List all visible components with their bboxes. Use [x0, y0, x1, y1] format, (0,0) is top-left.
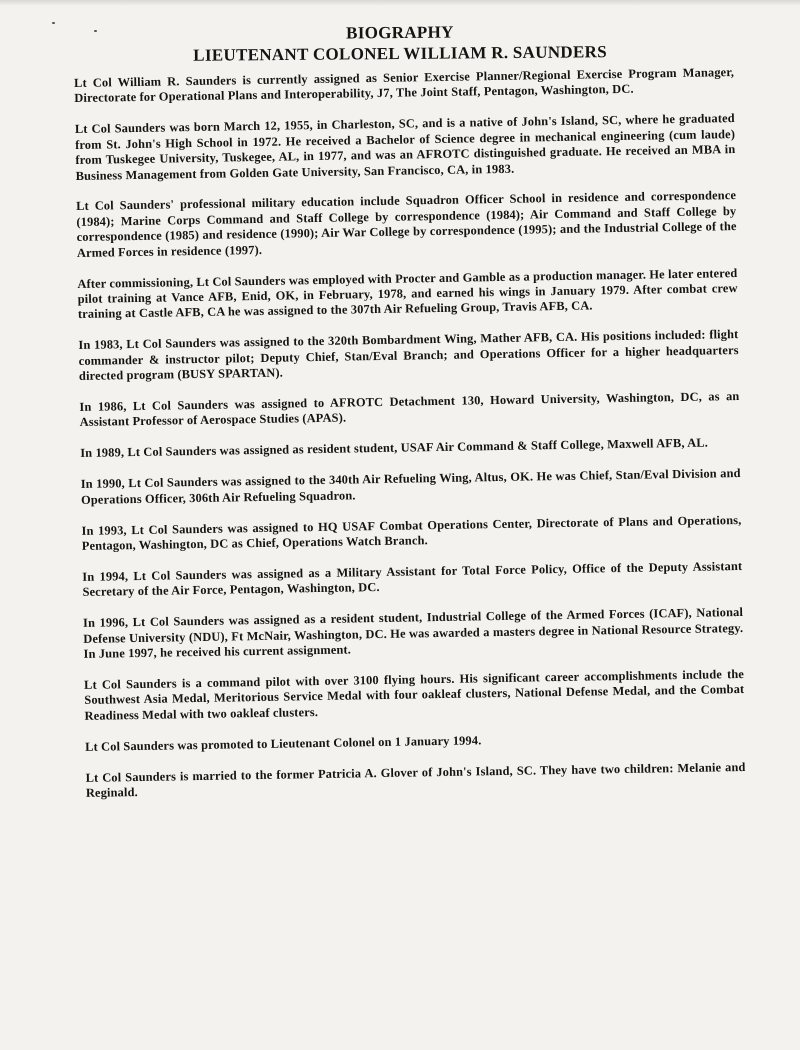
- paragraph-commissioning: After commissioning, Lt Col Saunders was employed with Procter and Gamble as a production manager. He later entered pilot training at Vance AFB, Enid, OK, in February, 1978, and earned his wings in January 1979. After combat crew training at Castle AFB, CA he was assigned to the 307th Air Refueling Group, Travis AFB, CA.: [77, 265, 738, 322]
- paragraph-accomplishments: Lt Col Saunders is a command pilot with over 3100 flying hours. His significant career accomplishments include the Southwest Asia Medal, Meritorious Service Medal with four oakleaf clusters, National Defense Medal, and the Combat Readiness Medal with two oakleaf clusters.: [83, 666, 745, 723]
- paragraph-1983: In 1983, Lt Col Saunders was assigned to the 320th Bombardment Wing, Mather AFB, CA. His positions included: flight commander & instructor pilot; Deputy Chief, Stan/Eval Branch; and Operations Officer for a higher headquarters directed program (BUSY SPARTAN).: [78, 327, 739, 384]
- paragraph-current-assignment: Lt Col William R. Saunders is currently assigned as Senior Exercise Planner/Regional Exercise Program Manager, Directorate for Operational Plans and Interoperability, J7, The Joint Staff, Pentagon, Washington, DC.: [74, 65, 735, 106]
- document-title: BIOGRAPHY: [346, 22, 454, 43]
- paragraph-military-education: Lt Col Saunders' professional military education include Squadron Officer School in residence and correspondence (1984); Marine Corps Command and Staff College by correspondence (1984); Air Command and Staff College by correspondence (1985) and residence (1990); Air War College by correspondence (1995); and the Industrial College of the Armed Forces in residence (1997).: [76, 188, 737, 260]
- document-subtitle: LIEUTENANT COLONEL WILLIAM R. SAUNDERS: [193, 42, 608, 65]
- paragraph-1996: In 1996, Lt Col Saunders was assigned as a resident student, Industrial College of the Armed Forces (ICAF), National Defense University (NDU), Ft McNair, Washington, DC. He was awarded a masters degree in National Resource Strategy. In June 1997, he received his current assignment.: [82, 605, 744, 661]
- paragraph-1993: In 1993, Lt Col Saunders was assigned to HQ USAF Combat Operations Center, Directorate of Plans and Operations, Pentagon, Washington, DC as Chief, Operations Watch Branch.: [81, 512, 742, 553]
- scan-top-edge: [0, 0, 800, 6]
- paragraph-1990: In 1990, Lt Col Saunders was assigned to the 340th Air Refueling Wing, Altus, OK. He was Chief, Stan/Eval Division and Operations Officer, 306th Air Refueling Squadron.: [80, 466, 741, 507]
- paragraph-1994: In 1994, Lt Col Saunders was assigned as a Military Assistant for Total Force Policy, Office of the Deputy Assistant Secretary of the Air Force, Pentagon, Washington, DC.: [82, 558, 743, 600]
- paragraph-education: Lt Col Saunders was born March 12, 1955, in Charleston, SC, and is a native of John's Island, SC, where he graduated from St. John's High School in 1972. He received a Bachelor of Science degree in mechanical engineering (cum laude) from Tuskegee University, Tuskegee, AL, in 1977, and was an AFROTC distinguished graduate. He received an MBA in Business Management from Golden Gate University, San Francisco, CA, in 1983.: [74, 111, 736, 183]
- paragraph-family: Lt Col Saunders is married to the former Patricia A. Glover of John's Island, SC. They have two children: Melanie and Reginald.: [85, 759, 746, 800]
- scan-speck: [52, 22, 55, 24]
- paragraph-promotion: Lt Col Saunders was promoted to Lieutenant Colonel on 1 January 1994.: [85, 732, 482, 754]
- biography-body: [74, 65, 746, 817]
- paragraph-1986: In 1986, Lt Col Saunders was assigned to AFROTC Detachment 130, Howard University, Washington, DC, as an Assistant Professor of Aerospace Studies (APAS).: [79, 389, 740, 430]
- paragraph-1989: In 1989, Lt Col Saunders was assigned as resident student, USAF Air Command & Staff College, Maxwell AFB, AL.: [80, 435, 709, 461]
- document-header: [0, 19, 800, 68]
